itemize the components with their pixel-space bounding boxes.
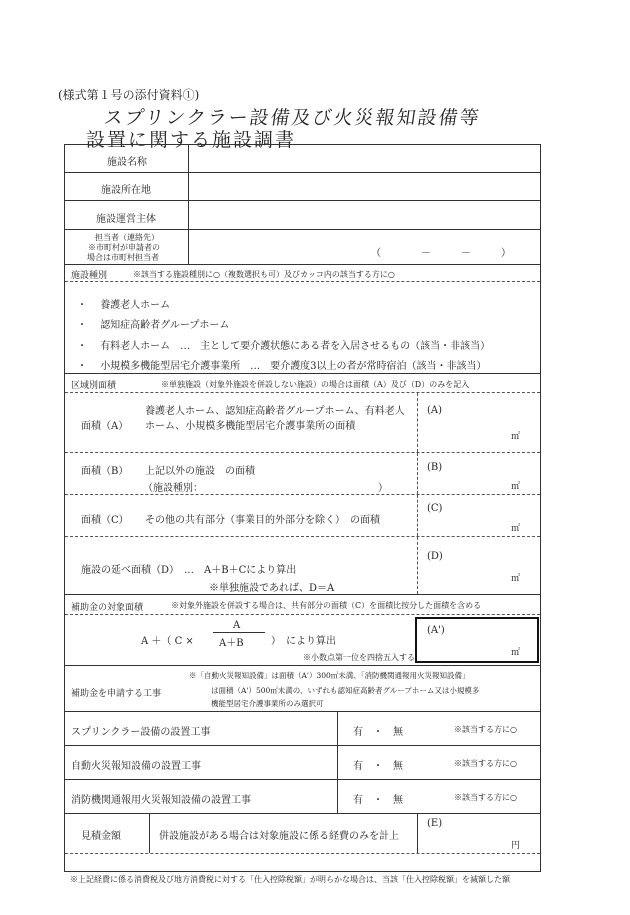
row-area-d (65, 536, 540, 594)
subsidy-area-note: ※対象外施設を併設する場合は、共有部分の面積（C）を面積比按分した面積を含める (171, 601, 482, 610)
document-title-line2: 設置に関する施設調書 (86, 129, 297, 151)
row-work-fire-report (65, 779, 540, 813)
facility-type-list (65, 281, 540, 373)
row-area-c (65, 494, 540, 536)
row-area-b (65, 452, 540, 494)
list-item[interactable]: ・ 小規模多機能型居宅介護事業所 … 要介護度3以上の者が常時宿泊（該当・非該当） (77, 361, 487, 372)
rounding-note: ※小数点第一位を四捨五入する (303, 653, 415, 662)
area-d-label: 施設の延べ面積（D） … A＋B＋Cにより算出 (81, 565, 297, 576)
list-item[interactable]: ・ 養護老人ホーム (77, 300, 171, 311)
work-name: スプリンクラー設備の設置工事 (71, 727, 211, 738)
works-label: 補助金を申請する工事 (71, 689, 162, 699)
area-d-key: (D) (427, 551, 443, 562)
works-note-2: は面積（A'）500㎡未満の、いずれも認知症高齢者グループホーム又は小規模多 (211, 686, 480, 695)
area-c-desc: その他の共有部分（事業目的外部分を除く） の面積 (145, 515, 380, 526)
area-b-type-input[interactable]: （施設種別： ） (143, 483, 388, 494)
row-contact (65, 229, 540, 264)
subsidy-area-unit: ㎡ (511, 648, 521, 658)
work-hint: ※該当する方に○ (454, 759, 517, 768)
area-b-unit: ㎡ (511, 482, 521, 492)
contact-note-1: ※市町村が申請者の (88, 243, 160, 252)
row-estimate (65, 813, 540, 853)
facility-name-label: 施設名称 (107, 157, 147, 168)
facility-survey-form (64, 144, 541, 872)
facility-type-label: 施設種別 (71, 271, 108, 281)
subsidy-area-label: 補助金の対象面積 (71, 603, 144, 613)
subsidy-area-input[interactable] (415, 617, 539, 663)
row-work-sprinkler (65, 711, 540, 745)
estimate-label: 見積金額 (81, 831, 121, 842)
area-a-label: 面積（A） (81, 421, 129, 432)
work-name: 消防機関通報用火災報知設備の設置工事 (71, 795, 251, 806)
area-b-desc: 上記以外の施設 の面積 (145, 466, 255, 477)
facility-name-input[interactable] (189, 145, 540, 172)
row-facility-name (65, 145, 540, 172)
annex-label: (様式第１号の添付資料①) (58, 88, 200, 102)
area-a-unit: ㎡ (511, 432, 521, 442)
area-c-unit: ㎡ (511, 524, 521, 534)
facility-type-note: ※該当する施設種別に○（複数選択も可）及びカッコ内の該当する方に○ (133, 270, 395, 279)
work-name: 自動火災報知設備の設置工事 (71, 761, 201, 772)
list-item[interactable]: ・ 有料老人ホーム … 主として要介護状態にある者を入居させるもの（該当・非該当） (77, 341, 491, 352)
area-c-label: 面積（C） (81, 515, 129, 526)
list-item[interactable]: ・ 認知症高齢者グループホーム (77, 320, 230, 331)
area-a-key: (A) (427, 405, 443, 416)
work-choice[interactable]: 有 ・ 無 (353, 727, 403, 738)
row-area-header (65, 373, 540, 392)
works-note-3: 機能型居宅介護事業所のみ選択可 (211, 699, 324, 708)
area-note: ※単独施設（対象外施設を併設しない施設）の場合は面積（A）及び（D）のみを記入 (161, 380, 470, 389)
row-area-a (65, 392, 540, 452)
area-c-key: (C) (427, 503, 443, 514)
estimate-input[interactable] (418, 814, 540, 853)
area-b-key: (B) (427, 462, 443, 473)
row-facility-type-header (65, 264, 540, 281)
area-d-note: ※単独施設であれば、D＝A (209, 583, 335, 594)
estimate-key: (E) (427, 818, 443, 829)
subsidy-area-key: (A') (427, 625, 445, 636)
facility-address-input[interactable] (189, 173, 540, 200)
facility-operator-input[interactable] (189, 201, 540, 229)
row-facility-operator (65, 200, 540, 229)
facility-operator-label: 施設運営主体 (96, 214, 156, 225)
contact-phone-input[interactable]: （ － － ） (371, 248, 511, 259)
row-subsidy-area-formula (65, 614, 540, 665)
formula-right: ） により算出 (271, 636, 336, 647)
footnote: ※上記経費に係る消費税及び地方消費税に対する「仕入控除税額」が明らかな場合は、当該「仕入控除税額」を減額した額 (70, 875, 510, 884)
row-estimate-footer (65, 853, 540, 873)
contact-label: 担当者（連絡先） (95, 233, 159, 242)
row-subsidy-area-header (65, 594, 540, 614)
estimate-desc: 併設施設がある場合は対象施設に係る経費のみを計上 (159, 831, 399, 842)
work-choice[interactable]: 有 ・ 無 (353, 761, 403, 772)
estimate-unit: 円 (511, 841, 521, 851)
facility-address-label: 施設所在地 (101, 185, 151, 196)
area-a-desc-1: 養護老人ホーム、認知症高齢者グループホーム、有料老人 (145, 406, 405, 417)
area-d-unit: ㎡ (511, 574, 521, 584)
formula-denominator: A＋B (219, 638, 244, 649)
works-note-1: ※「自動火災報知設備」は面積（A'）300㎡未満、「消防機関通報用火災報知設備」 (189, 671, 470, 680)
row-work-fire-alarm (65, 745, 540, 779)
row-works-header (65, 665, 540, 711)
area-a-input[interactable] (418, 393, 540, 452)
formula-left: A ＋（ C × (141, 636, 194, 647)
area-label: 区域別面積 (71, 381, 117, 391)
formula-numerator: A (233, 620, 241, 631)
document-title-line1: スプリンクラー設備及び火災報知設備等 (102, 107, 483, 129)
work-hint: ※該当する方に○ (454, 793, 517, 802)
area-a-desc-2: ホーム、小規模多機能型居宅介護事業所の面積 (145, 421, 356, 432)
work-hint: ※該当する方に○ (454, 725, 517, 734)
work-choice[interactable]: 有 ・ 無 (353, 795, 403, 806)
row-facility-address (65, 172, 540, 200)
contact-note-2: 場合は市町村担当者 (87, 253, 159, 262)
area-b-label: 面積（B） (81, 466, 129, 477)
